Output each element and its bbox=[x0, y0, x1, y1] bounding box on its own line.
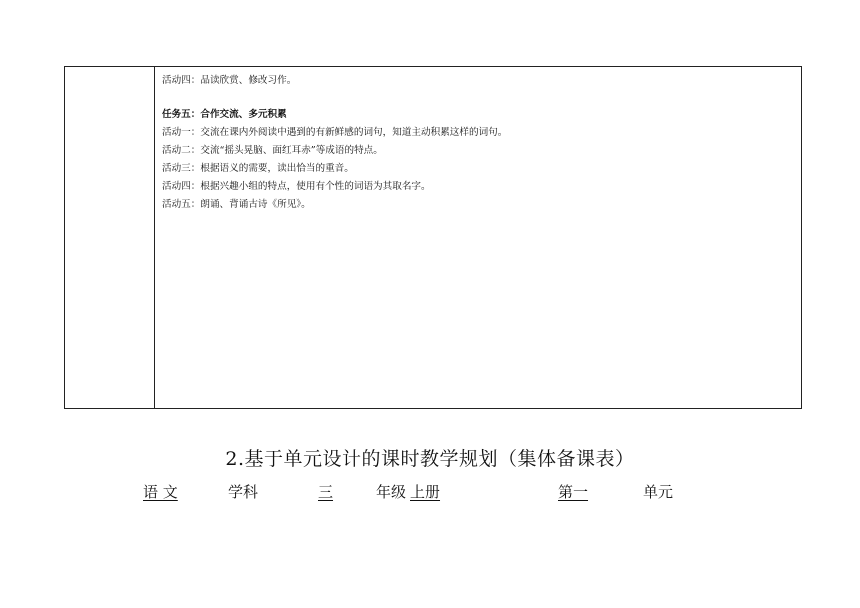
table-left-cell bbox=[65, 67, 155, 408]
subject-label: 学科 bbox=[228, 483, 259, 501]
grade-label: 年级 bbox=[376, 483, 407, 501]
table-content-cell bbox=[156, 67, 801, 408]
section-title: 2.基于单元设计的课时教学规划（集体备课表） bbox=[225, 448, 635, 470]
course-meta-line bbox=[0, 481, 860, 505]
activity-line: 活动四：品读欣赏、修改习作。 bbox=[162, 75, 297, 86]
unit-label: 单元 bbox=[643, 483, 674, 501]
activity-line: 活动二：交流“摇头晃脑、面红耳赤”等成语的特点。 bbox=[162, 145, 383, 156]
subject-value: 语 文 bbox=[143, 483, 178, 501]
task-heading: 任务五：合作交流、多元积累 bbox=[162, 109, 287, 120]
grade-value: 三 bbox=[318, 483, 334, 501]
activity-line: 活动四：根据兴趣小组的特点，使用有个性的词语为其取名字。 bbox=[162, 181, 431, 192]
activity-line: 活动五：朗诵、背诵古诗《所见》。 bbox=[162, 199, 311, 210]
activity-line: 活动一：交流在课内外阅读中遇到的有新鲜感的词句，知道主动积累这样的词句。 bbox=[162, 127, 508, 138]
spacer bbox=[162, 90, 801, 106]
activity-line: 活动三：根据语义的需要，读出恰当的重音。 bbox=[162, 163, 354, 174]
lesson-plan-table bbox=[64, 66, 802, 409]
volume-value: 上册 bbox=[410, 483, 441, 501]
unit-value: 第一 bbox=[558, 483, 589, 501]
